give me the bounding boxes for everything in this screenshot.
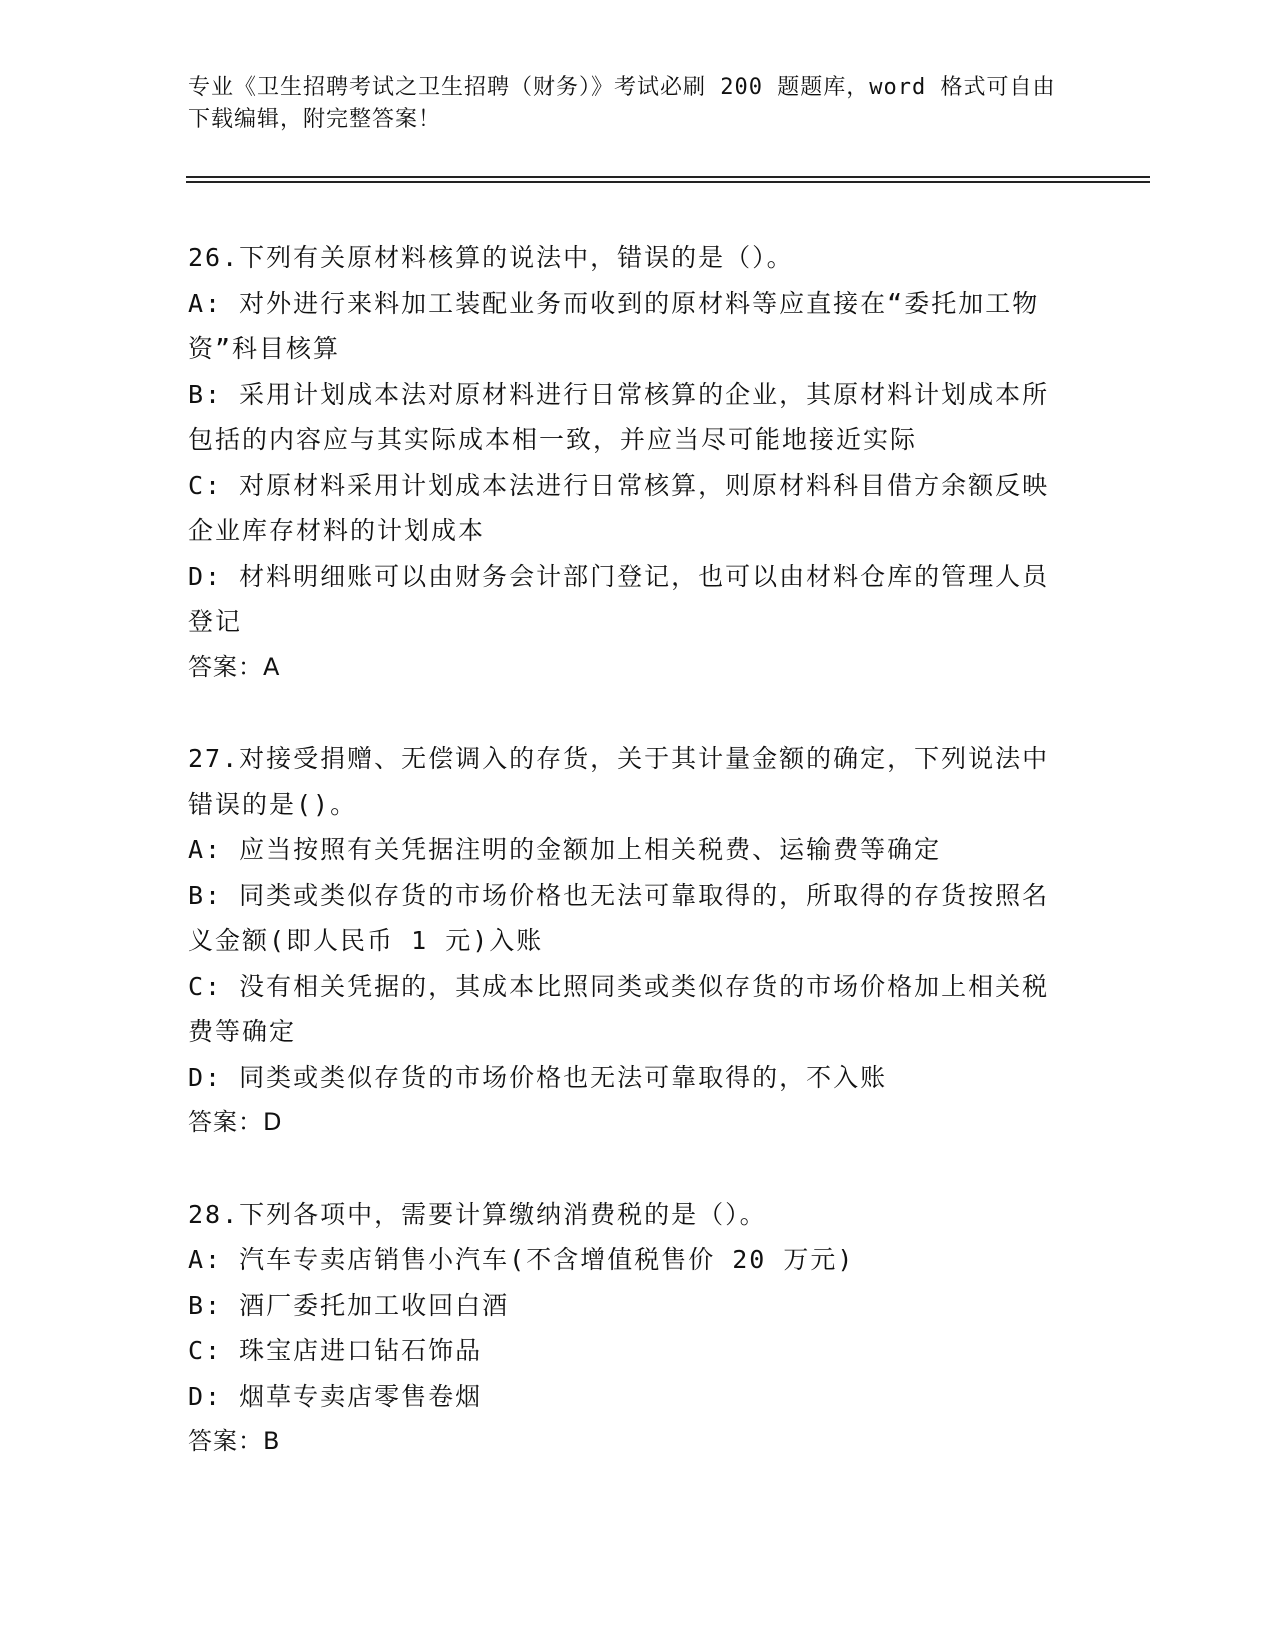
- answer-label: 答案：B: [188, 1427, 281, 1455]
- question-26: [188, 235, 1068, 690]
- option-d: D: 烟草专卖店零售卷烟: [188, 1381, 483, 1411]
- header-divider-bottom: [186, 181, 1150, 183]
- answer-label: 答案：A: [188, 652, 281, 681]
- header-divider-top: [186, 176, 1150, 178]
- option-d: D: 同类或类似存货的市场价格也无法可靠取得的，不入账: [188, 1062, 888, 1092]
- option-c: C: 没有相关凭据的，其成本比照同类或类似存货的市场价格加上相关税费等确定: [188, 971, 1050, 1046]
- option-d: D: 材料明细账可以由财务会计部门登记，也可以由材料仓库的管理人员登记: [188, 561, 1050, 636]
- option-a: A: 汽车专卖店销售小汽车(不含增值税售价 20 万元): [188, 1245, 855, 1274]
- question-28: [188, 1192, 1068, 1465]
- question-stem: 28.下列各项中，需要计算缴纳消费税的是（）。: [188, 1199, 767, 1229]
- option-b: B: 采用计划成本法对原材料进行日常核算的企业，其原材料计划成本所包括的内容应与其实际成本相一致，并应当尽可能地接近实际: [188, 379, 1050, 454]
- option-a: A: 应当按照有关凭据注明的金额加上相关税费、运输费等确定: [188, 835, 942, 864]
- question-stem: 26.下列有关原材料核算的说法中，错误的是（）。: [188, 243, 794, 272]
- answer-label: 答案：D: [188, 1108, 283, 1136]
- option-b: B: 同类或类似存货的市场价格也无法可靠取得的，所取得的存货按照名义金额(即人民币 1 元)入账: [188, 880, 1050, 955]
- question-27: [188, 736, 1068, 1146]
- question-stem: 27.对接受捐赠、无偿调入的存货，关于其计量金额的确定，下列说法中错误的是()。: [188, 744, 1050, 819]
- document-intro: 专业《卫生招聘考试之卫生招聘（财务）》考试必刷 200 题题库，word 格式可自由下载编辑，附完整答案！: [188, 75, 1056, 132]
- option-a: A: 对外进行来料加工装配业务而收到的原材料等应直接在“委托加工物资”科目核算: [188, 288, 1040, 363]
- question-list: [188, 235, 1068, 1511]
- option-c: C: 对原材料采用计划成本法进行日常核算，则原材料科目借方余额反映企业库存材料的计划成本: [188, 470, 1050, 545]
- option-c: C: 珠宝店进口钻石饰品: [188, 1336, 483, 1365]
- option-b: B: 酒厂委托加工收回白酒: [188, 1290, 510, 1320]
